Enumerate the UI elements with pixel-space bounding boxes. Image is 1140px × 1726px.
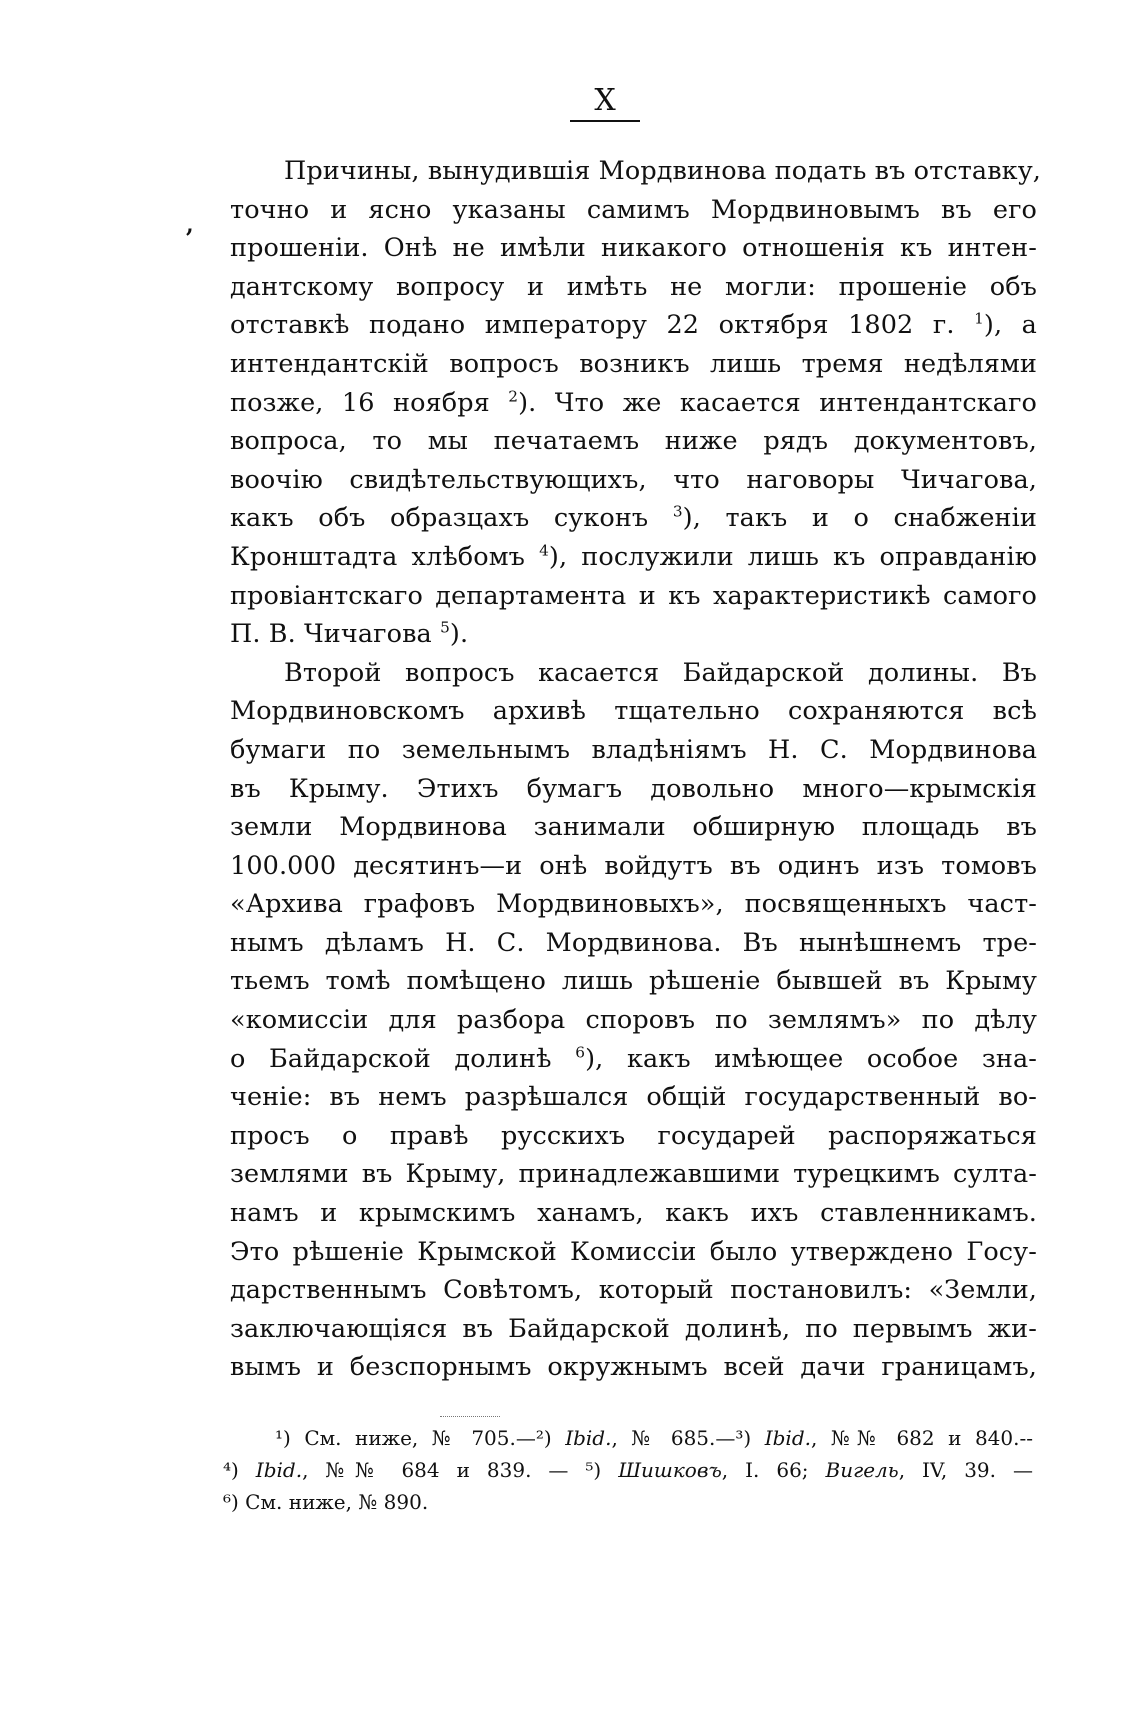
text-line: «комиссіи для разбора споровъ по землямъ» по дѣлу	[230, 1005, 1037, 1036]
text-line: «Архива графовъ Мордвиновыхъ», посвященныхъ част-	[230, 889, 1037, 920]
footnote-text: ⁴)	[223, 1458, 256, 1482]
text-line: Причины, вынудившія Мордвинова подать въ отставку,	[284, 156, 1042, 186]
text-line	[230, 499, 1037, 538]
text-line: просъ о правѣ русскихъ государей распоряжаться	[230, 1120, 1037, 1151]
footnote-line	[223, 1422, 1033, 1454]
text-line	[230, 384, 1037, 423]
text-line: земли Мордвинова занимали обширную площадь въ	[230, 812, 1037, 843]
footnote-text: Вигель	[825, 1458, 899, 1482]
footnote-line	[223, 1454, 1033, 1486]
text-line: прошеніи. Онѣ не имѣли никакого отношенія къ интен-	[230, 233, 1037, 264]
text-line: ченіе: въ немъ разрѣшался общій государственный во-	[230, 1082, 1037, 1113]
footnote-ref: 3	[672, 502, 683, 521]
page-number	[570, 84, 640, 122]
footnote-ref: 4	[539, 541, 549, 560]
footnote-text: , IV, 39. —	[898, 1458, 1033, 1482]
text-line: тьемъ томѣ помѣщено лишь рѣшеніе бывшей въ Крыму	[230, 966, 1037, 997]
footnote-separator	[440, 1416, 500, 1417]
line-text: отставкѣ подано императору 22 октября 1802 г.	[230, 310, 955, 341]
footnote-text: ¹) См. ниже, № 705.—²)	[275, 1426, 566, 1450]
text-line: интендантскій вопросъ возникъ лишь тремя недѣлями	[230, 348, 1037, 379]
text-line: нымъ дѣламъ Н. С. Мордвинова. Въ нынѣшнемъ тре-	[230, 927, 1037, 958]
text-line: вопроса, то мы печатаемъ ниже рядъ документовъ,	[230, 426, 1037, 457]
footnote-line	[223, 1486, 1033, 1518]
line-text: о Байдарской долинѣ	[230, 1043, 552, 1074]
text-line: дарственнымъ Совѣтомъ, который постановилъ: «Земли,	[230, 1275, 1037, 1306]
text-line: заключающіяся въ Байдарской долинѣ, по первымъ жи-	[230, 1313, 1037, 1344]
page-number-rule	[570, 120, 640, 122]
text-line: Это рѣшеніе Крымской Комиссіи было утверждено Госу-	[230, 1236, 1037, 1267]
stray-mark: ,	[186, 212, 194, 238]
footnote-text: , № 685.—³)	[611, 1426, 765, 1450]
line-text: ). Что же касается интендантскаго	[518, 387, 1037, 418]
footnote-text: Ibid.	[565, 1426, 612, 1450]
footnote-text: Шишковъ	[618, 1458, 722, 1482]
line-text: ), какъ имѣющее особое зна-	[585, 1043, 1037, 1074]
footnotes	[223, 1422, 1033, 1518]
line-text: П. В. Чичагова	[230, 619, 432, 650]
text-line: Второй вопросъ касается Байдарской долины. Въ	[284, 657, 1037, 688]
footnote-text: Ibid.	[764, 1426, 811, 1450]
text-line: землями въ Крыму, принадлежавшими турецкимъ султа-	[230, 1159, 1037, 1190]
line-text: ), а	[983, 310, 1037, 341]
text-line: намъ и крымскимъ ханамъ, какъ ихъ ставленникамъ.	[230, 1198, 1037, 1229]
text-line	[230, 538, 1037, 577]
footnote-text: , I. 66;	[721, 1458, 826, 1482]
main-text	[230, 152, 1042, 1387]
text-line: въ Крыму. Этихъ бумагъ довольно много—крымскія	[230, 773, 1037, 804]
footnote-text: , №№ 684 и 839. — ⁵)	[302, 1458, 619, 1482]
text-line: 100.000 десятинъ—и онѣ войдутъ въ одинъ изъ томовъ	[230, 850, 1037, 881]
footnote-text: , №№ 682 и 840.--	[810, 1426, 1033, 1450]
line-text: позже, 16 ноября	[230, 387, 490, 418]
text-line: воочію свидѣтельствующихъ, что наговоры Чичагова,	[230, 464, 1037, 495]
text-line: вымъ и безспорнымъ окружнымъ всей дачи границамъ,	[230, 1352, 1037, 1383]
line-text: ), такъ и о снабженіи	[682, 503, 1037, 534]
footnote-ref: 2	[508, 387, 519, 406]
footnote-ref: 1	[974, 309, 984, 328]
text-line: точно и ясно указаны самимъ Мордвиновымъ въ его	[230, 194, 1037, 225]
text-line	[230, 1040, 1037, 1079]
footnote-ref: 6	[575, 1043, 586, 1062]
line-text: какъ объ образцахъ суконъ	[230, 503, 649, 534]
line-text: ).	[449, 619, 469, 650]
line-text: ), послужили лишь къ оправданію	[548, 541, 1037, 572]
text-line: провіантскаго департамента и къ характеристикѣ самого	[230, 580, 1037, 611]
footnote-text: ⁶) См. ниже, № 890.	[223, 1490, 429, 1514]
text-line: Мордвиновскомъ архивѣ тщательно сохраняются всѣ	[230, 696, 1037, 727]
footnote-ref: 5	[440, 618, 450, 637]
line-text: Кронштадта хлѣбомъ	[230, 541, 525, 572]
page-number-text: X	[594, 83, 616, 118]
text-line: дантскому вопросу и имѣть не могли: прошеніе объ	[230, 271, 1037, 302]
text-line	[230, 306, 1037, 345]
text-line: бумаги по земельнымъ владѣніямъ Н. С. Мордвинова	[230, 734, 1037, 765]
footnote-text: Ibid.	[255, 1458, 303, 1482]
text-line	[230, 615, 1037, 654]
